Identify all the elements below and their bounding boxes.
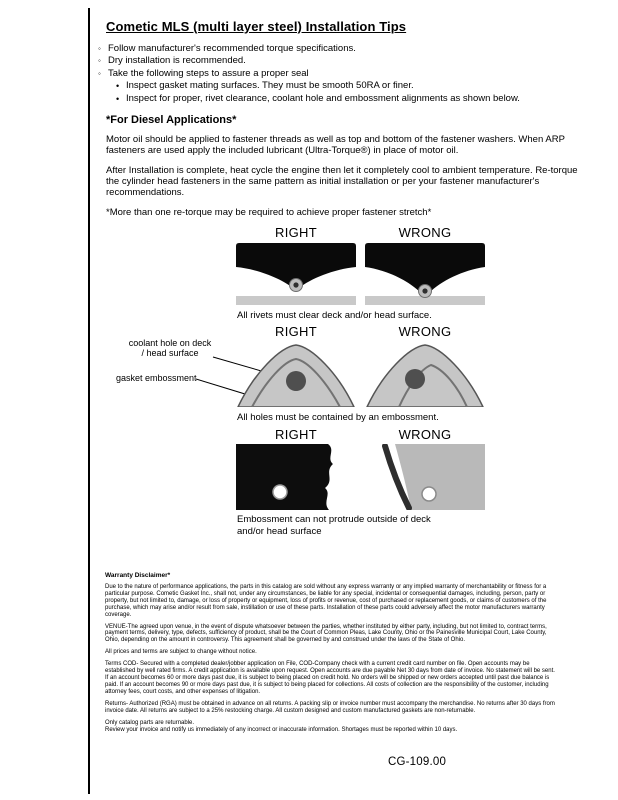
right-label: RIGHT: [275, 324, 317, 339]
open-bullet-icon: ◦: [98, 56, 101, 66]
rivet-wrong-diagram: [365, 243, 485, 305]
filled-bullet-icon: •: [116, 93, 120, 104]
right-label: RIGHT: [275, 225, 317, 240]
row1-caption: All rivets must clear deck and/or head surface.: [237, 310, 432, 321]
right-label: RIGHT: [275, 427, 317, 442]
diesel-paragraph: After Installation is complete, heat cycle the engine then let it completely cool to ambient temperature. Re-torque the cylinder head fasteners in the same pattern as initial installation or per your fastener manufacturer's recommendations.: [106, 164, 578, 198]
open-bullet-icon: ◦: [98, 68, 101, 78]
disclaimer-paragraph: Review your invoice and notify us immediately of any incorrect or inaccurate information. Shortages must be reported within 10 days.: [105, 727, 458, 734]
tip-text: Inspect for proper, rivet clearance, coolant hole and embossment alignments as shown below.: [126, 92, 520, 104]
page-title: Cometic MLS (multi layer steel) Installation Tips: [106, 19, 407, 34]
open-bullet-icon: ◦: [98, 44, 101, 53]
gasket-embossment-annotation: gasket embossment: [116, 373, 197, 383]
disclaimer-heading: Warranty Disclaimer*: [105, 572, 171, 579]
protrusion-right-diagram: [236, 444, 356, 510]
coolant-hole-annotation: coolant hole on deck / head surface: [128, 338, 212, 358]
list-item: [98, 68, 586, 80]
tip-text: Inspect gasket mating surfaces. They must be smooth 50RA or finer.: [126, 80, 414, 92]
filled-bullet-icon: •: [116, 81, 120, 92]
disclaimer-paragraph: Only catalog parts are returnable.: [105, 719, 195, 726]
row3-caption: Embossment can not protrude outside of deck and/or head surface: [237, 514, 431, 537]
tip-text: Dry installation is recommended.: [108, 55, 246, 67]
list-item: [116, 93, 586, 105]
tip-text: Follow manufacturer's recommended torque specifications.: [108, 43, 356, 54]
wrong-label: WRONG: [398, 225, 452, 240]
page-code: CG-109.00: [388, 756, 447, 768]
disclaimer-paragraph: Terms COD- Secured with a completed dealer/jobber application on File, COD-Company check with a current credit card number on file. Open accounts may be established by well rated firms. A credit application is available upon request. Open accounts are due payable Net 30 days from date of invoice. No statement will be sent. If an account becomes 60 or more days past due, it is subject to being placed on credit hold. No orders will be shipped or new orders accepted until past due balance is paid. If an account becomes 90 or more days past due, it is subject to being placed for collections. All costs of collection are the responsibility of the customer, including attorney fees, court costs, and other expenses of litigation.: [105, 661, 555, 695]
disclaimer-paragraph: All prices and terms are subject to change without notice.: [105, 649, 257, 656]
diesel-paragraph: Motor oil should be applied to fastener threads as well as top and bottom of the fastener washers. When ARP fasteners are used apply the included lubricant (Ultra-Torque®) in place of motor oil.: [106, 134, 565, 156]
installation-tips-list: [98, 43, 586, 105]
protrusion-wrong-diagram: [365, 444, 485, 510]
disclaimer-paragraph: Due to the nature of performance applications, the parts in this catalog are sold without any express warranty or any implied warranty of merchantability or fitness for a particular purpose. Cometic Gasket Inc., shall not, under any circumstances, be liable for any special, incidental or consequential damages, including, person, party or property, but not limited to, damage, or loss of property or equipment, loss of profits or revenue, cost of purchased or replacement goods, or claims of customers of the purchase, which may arise and/or result from sale, instillation or use of these parts. Installation of these parts could adversely affect the motor manufacturers warranty coverage.: [105, 584, 547, 618]
warranty-disclaimer-section: [105, 572, 557, 739]
row2-caption: All holes must be contained by an embossment.: [237, 412, 439, 423]
disclaimer-paragraph: VENUE-The agreed upon venue, in the event of dispute whatsoever between the parties, whether instituted by either party, including, but not limited to, contract terms, payment terms, delivery, type, defects, sufficiency of product, shall be the Court of Common Pleas, Lake County, Ohio or the Painesville Municipal Court, Lake County, Ohio, depending on the amount in controversy. This agreement shall be governed by and construed under the laws of the State of Ohio.: [105, 623, 547, 644]
rivet-right-diagram: [236, 243, 356, 305]
wrong-label: WRONG: [398, 427, 452, 442]
embossment-wrong-diagram: [365, 341, 485, 407]
diesel-applications-section: [106, 114, 584, 227]
list-item: [98, 55, 586, 67]
list-item: [98, 43, 586, 55]
diesel-heading: *For Diesel Applications*: [106, 114, 237, 126]
embossment-right-diagram: [236, 341, 356, 407]
tip-text: Take the following steps to assure a proper seal: [108, 67, 309, 79]
list-item: [116, 80, 586, 92]
retorque-note: *More than one re-torque may be required to achieve proper fastener stretch*: [106, 206, 432, 218]
wrong-label: WRONG: [398, 324, 452, 339]
disclaimer-paragraph: Returns- Authorized (RGA) must be obtained in advance on all returns. A packing slip or invoice number must accompany the merchandise. No returns after 30 days from invoice date. All returns are subject to a 25% restocking charge. All custom designed and custom manufactured gaskets are non-returnable.: [105, 700, 555, 714]
left-border-rule: [88, 8, 90, 794]
